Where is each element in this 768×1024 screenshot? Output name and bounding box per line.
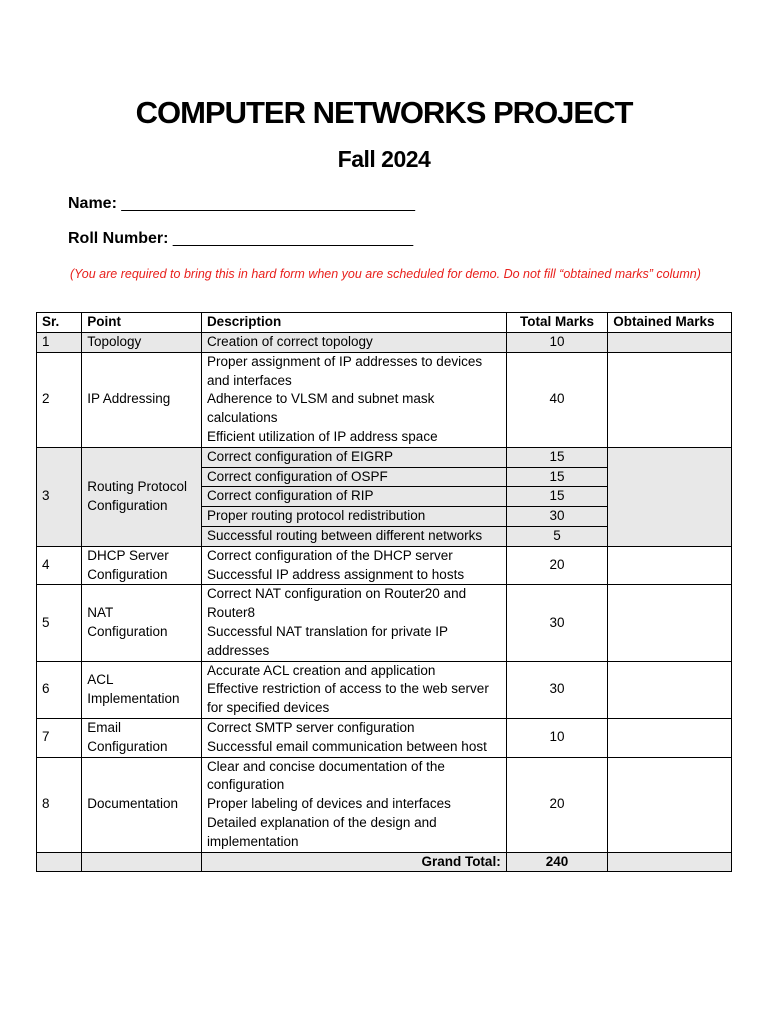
- table-body: [37, 333, 732, 872]
- description-line: Correct configuration of EIGRP: [206, 448, 394, 464]
- grand-total-empty-point: [82, 852, 202, 872]
- name-label: Name:: [68, 195, 117, 212]
- table-row: [37, 546, 732, 585]
- cell-description: [201, 661, 506, 718]
- cell-description: [201, 507, 506, 527]
- description-line: Correct NAT configuration on Router20 and Router8: [206, 586, 467, 621]
- page-title: COMPUTER NETWORKS PROJECT: [135, 95, 633, 130]
- cell-point: DHCP Server Configuration: [82, 546, 202, 585]
- description-line: Successful email communication between host: [206, 738, 487, 754]
- description-line: Proper assignment of IP addresses to devices and interfaces: [206, 353, 483, 388]
- grand-total-value: 240: [506, 852, 608, 872]
- table-row: [37, 447, 732, 467]
- cell-sr: 2: [37, 352, 82, 447]
- description-line: Correct SMTP server configuration: [206, 719, 415, 735]
- cell-obtained-marks[interactable]: [608, 661, 732, 718]
- name-field: [68, 195, 415, 213]
- description-line: Proper routing protocol redistribution: [206, 508, 426, 524]
- cell-description: [201, 718, 506, 757]
- cell-obtained-marks[interactable]: [608, 546, 732, 585]
- description-line: Successful IP address assignment to hosts: [206, 566, 465, 582]
- description-line: Successful NAT translation for private IP addresses: [206, 623, 448, 658]
- cell-total-marks: 30: [506, 661, 608, 718]
- cell-obtained-marks[interactable]: [608, 447, 732, 546]
- table-row: [37, 352, 732, 447]
- description-line: Adherence to VLSM and subnet mask calculations: [206, 391, 435, 426]
- cell-obtained-marks[interactable]: [608, 757, 732, 852]
- header-description: Description: [201, 313, 506, 333]
- table-row: [37, 585, 732, 661]
- header-obtained-marks: Obtained Marks: [608, 313, 732, 333]
- description-line: Effective restriction of access to the web server for specified devices: [206, 681, 489, 716]
- grand-total-label: Grand Total:: [201, 852, 506, 872]
- cell-sr: 5: [37, 585, 82, 661]
- description-line: Correct configuration of RIP: [206, 488, 374, 504]
- roll-number-label: Roll Number:: [68, 230, 169, 247]
- cell-total-marks: 15: [506, 487, 608, 507]
- description-line: Efficient utilization of IP address space: [206, 428, 438, 444]
- cell-description: [201, 487, 506, 507]
- cell-total-marks: 15: [506, 467, 608, 487]
- cell-obtained-marks[interactable]: [608, 352, 732, 447]
- cell-total-marks: 5: [506, 526, 608, 546]
- table-row: [37, 757, 732, 852]
- header-sr: Sr.: [37, 313, 82, 333]
- description-line: Accurate ACL creation and application: [206, 662, 436, 678]
- demo-note: (You are required to bring this in hard form when you are scheduled for demo. Do not fill “obtained marks” column): [70, 267, 701, 281]
- description-line: Clear and concise documentation of the configuration: [206, 758, 445, 793]
- table-row: [37, 718, 732, 757]
- cell-sr: 6: [37, 661, 82, 718]
- cell-point: Routing Protocol Configuration: [82, 447, 202, 546]
- cell-sr: 8: [37, 757, 82, 852]
- description-line: Successful routing between different networks: [206, 527, 483, 543]
- cell-point: IP Addressing: [82, 352, 202, 447]
- cell-description: [201, 757, 506, 852]
- table-row: [37, 333, 732, 353]
- table-row: [37, 661, 732, 718]
- grand-total-empty-sr: [37, 852, 82, 872]
- roll-number-blank-line: ___________________________: [172, 230, 414, 247]
- cell-total-marks: 40: [506, 352, 608, 447]
- cell-point: ACL Implementation: [82, 661, 202, 718]
- cell-description: [201, 467, 506, 487]
- cell-sr: 3: [37, 447, 82, 546]
- description-line: Proper labeling of devices and interfaces: [206, 796, 451, 812]
- description-line: Detailed explanation of the design and implementation: [206, 814, 437, 849]
- name-blank-line: _________________________________: [121, 195, 416, 212]
- cell-obtained-marks[interactable]: [608, 333, 732, 353]
- cell-total-marks: 20: [506, 757, 608, 852]
- cell-total-marks: 10: [506, 718, 608, 757]
- cell-sr: 7: [37, 718, 82, 757]
- cell-obtained-marks[interactable]: [608, 718, 732, 757]
- cell-total-marks: 30: [506, 585, 608, 661]
- marks-table: [36, 312, 732, 872]
- cell-total-marks: 20: [506, 546, 608, 585]
- header-point: Point: [82, 313, 202, 333]
- cell-total-marks: 15: [506, 447, 608, 467]
- description-line: Correct configuration of the DHCP server: [206, 547, 453, 563]
- cell-obtained-marks[interactable]: [608, 585, 732, 661]
- cell-sr: 4: [37, 546, 82, 585]
- cell-description: [201, 447, 506, 467]
- cell-description: [201, 352, 506, 447]
- grand-total-row: [37, 852, 732, 872]
- cell-description: [201, 585, 506, 661]
- page-subtitle: Fall 2024: [337, 146, 431, 172]
- cell-sr: 1: [37, 333, 82, 353]
- cell-point: Email Configuration: [82, 718, 202, 757]
- cell-point: Documentation: [82, 757, 202, 852]
- cell-point: NAT Configuration: [82, 585, 202, 661]
- table-header-row: [37, 313, 732, 333]
- roll-number-field: [68, 230, 413, 248]
- cell-description: [201, 333, 506, 353]
- cell-point: Topology: [82, 333, 202, 353]
- cell-total-marks: 30: [506, 507, 608, 527]
- header-total-marks: Total Marks: [506, 313, 608, 333]
- description-line: Correct configuration of OSPF: [206, 468, 388, 484]
- cell-description: [201, 526, 506, 546]
- description-line: Creation of correct topology: [206, 334, 373, 349]
- cell-total-marks: 10: [506, 333, 608, 353]
- grand-total-obtained[interactable]: [608, 852, 732, 872]
- cell-description: [201, 546, 506, 585]
